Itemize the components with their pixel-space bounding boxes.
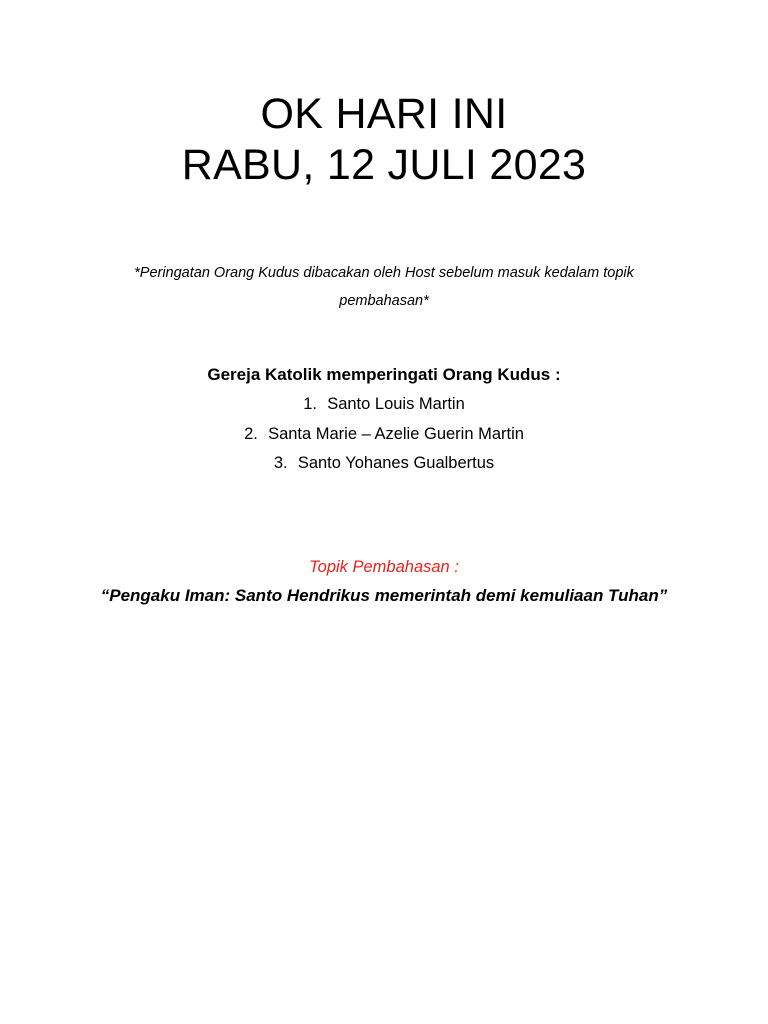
saint-number: 1. <box>303 395 317 413</box>
topic-quote: “Pengaku Iman: Santo Hendrikus memerintah demi kemuliaan Tuhan” <box>100 586 668 605</box>
saints-list <box>0 391 768 480</box>
saints-intro: Gereja Katolik memperingati Orang Kudus : <box>207 365 561 384</box>
list-item <box>0 421 768 451</box>
topic-label: Topik Pembahasan : <box>309 558 459 576</box>
saint-name: Santo Yohanes Gualbertus <box>297 454 495 472</box>
page-title-line-2: RABU, 12 JULI 2023 <box>181 141 587 189</box>
host-note-line-2: pembahasan* <box>339 293 429 309</box>
host-note-line-1: *Peringatan Orang Kudus dibacakan oleh Host sebelum masuk kedalam topik <box>134 265 634 281</box>
saint-number: 2. <box>244 424 258 443</box>
list-item <box>0 391 768 421</box>
list-item <box>0 450 768 480</box>
page-title-line-1: OK HARI INI <box>260 90 508 138</box>
saint-number: 3. <box>273 454 288 472</box>
saint-name: Santo Louis Martin <box>327 395 465 413</box>
saint-name: Santa Marie – Azelie Guerin Martin <box>268 424 524 443</box>
